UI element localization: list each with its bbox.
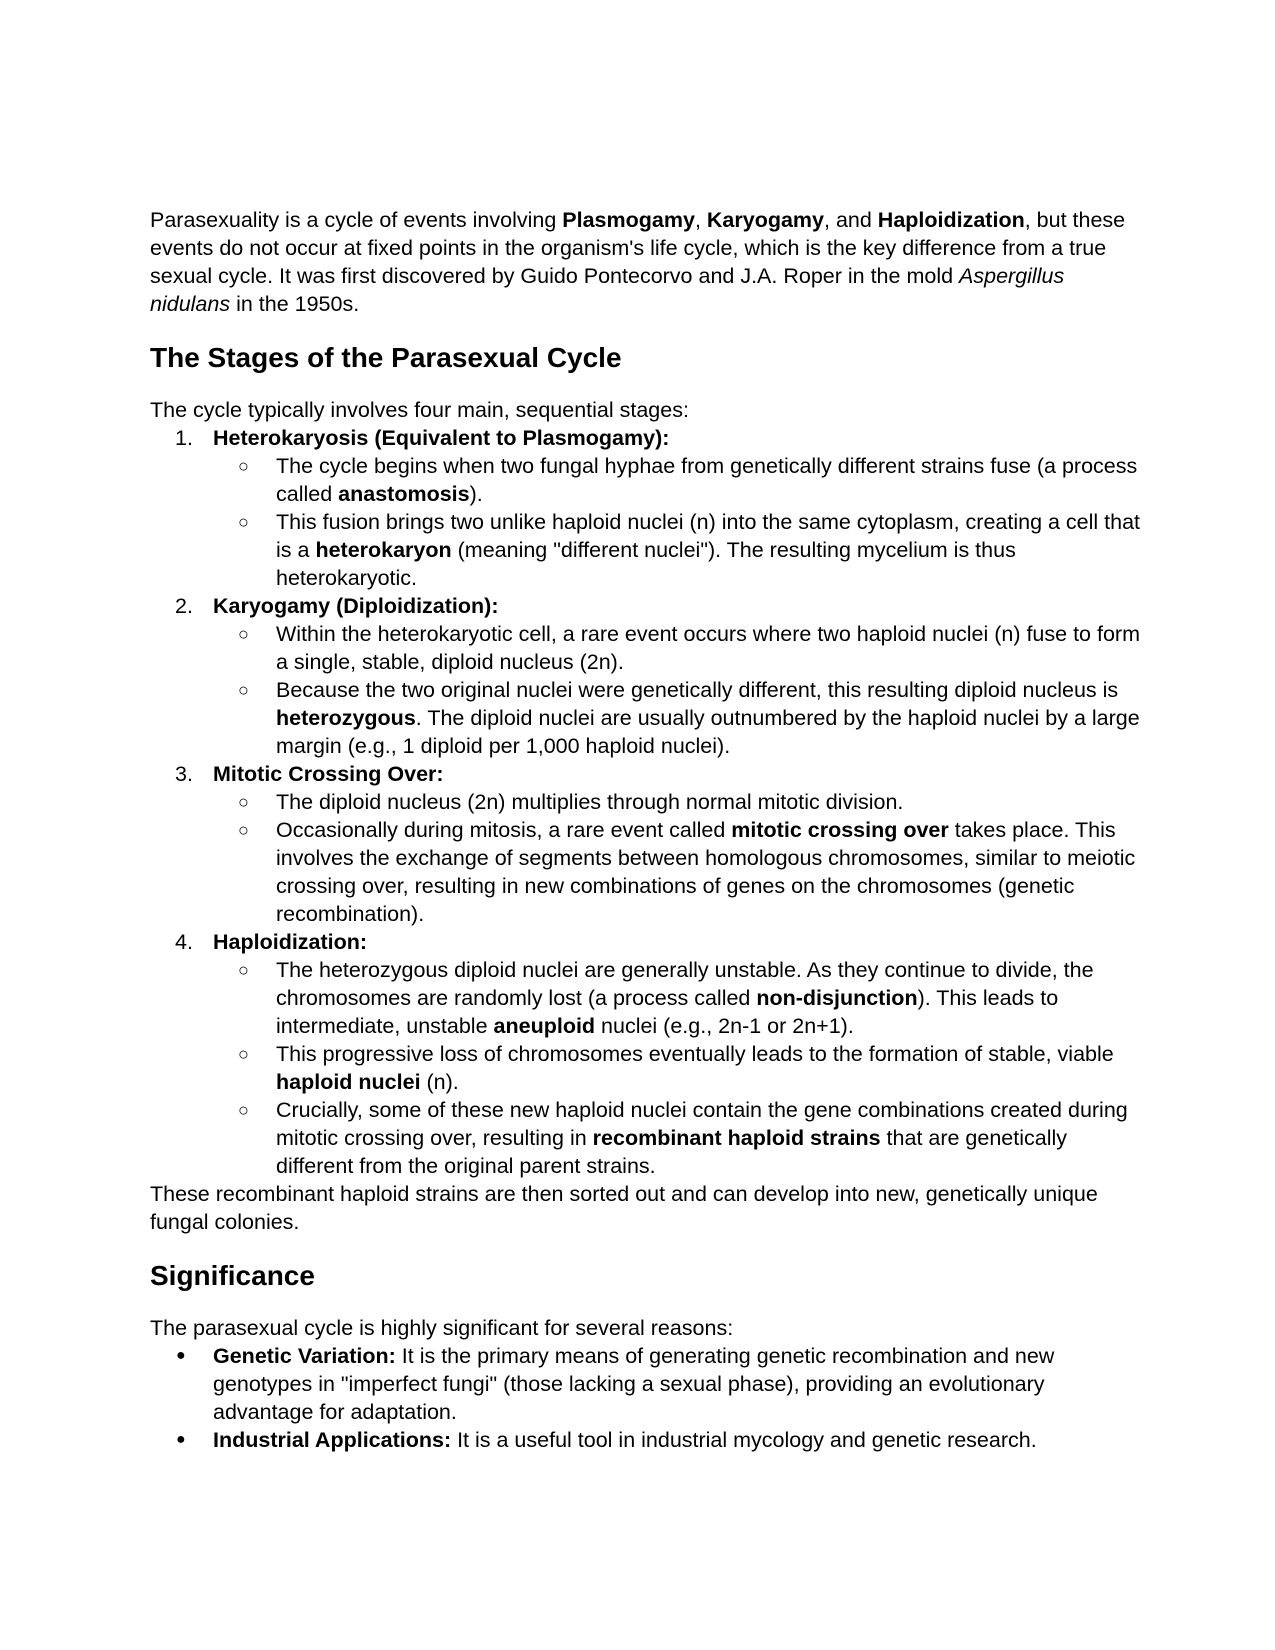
stages-outro: These recombinant haploid strains are then sorted out and can develop into new, genetically unique fungal colonies. <box>150 1182 1098 1234</box>
stage-number: 2. <box>175 594 193 618</box>
hollow-circle-bullet-icon: ○ <box>238 1044 249 1064</box>
stage-bullets <box>213 788 1150 928</box>
stage-bullet: ○ Crucially, some of these new haploid nuclei contain the gene combinations created during mitotic crossing over, resulting in recombinant haploid strains that are genetically different from the original parent strains. <box>238 1098 1128 1178</box>
stage-title: Mitotic Crossing Over: <box>213 762 444 786</box>
stages-intro: The cycle typically involves four main, sequential stages: <box>150 398 689 422</box>
hollow-circle-bullet-icon: ○ <box>238 792 249 812</box>
filled-circle-bullet-icon: ● <box>176 1347 186 1364</box>
stage-bullet: ○ The cycle begins when two fungal hyphae from genetically different strains fuse (a process called anastomosis). <box>238 454 1138 506</box>
stage-bullet: ○ The diploid nucleus (2n) multiplies through normal mitotic division. <box>238 790 904 814</box>
stages-heading: The Stages of the Parasexual Cycle <box>150 342 622 373</box>
stage-bullet: ○ Occasionally during mitosis, a rare event called mitotic crossing over takes place. This involves the exchange of segments between homologous chromosomes, similar to meiotic crossing over, resulting in new combinations of genes on the chromosomes (genetic recombination). <box>238 818 1136 926</box>
stage-bullets <box>213 620 1150 760</box>
significance-heading: Significance <box>150 1260 315 1291</box>
hollow-circle-bullet-icon: ○ <box>238 680 249 700</box>
stage-item <box>150 760 1150 928</box>
stage-title: Haploidization: <box>213 930 368 954</box>
stage-title: Heterokaryosis (Equivalent to Plasmogamy): <box>213 426 670 450</box>
stage-bullet: ○ This progressive loss of chromosomes eventually leads to the formation of stable, viable haploid nuclei (n). <box>238 1042 1114 1094</box>
stage-number: 3. <box>175 762 193 786</box>
filled-circle-bullet-icon: ● <box>176 1431 186 1448</box>
stage-number: 4. <box>175 930 193 954</box>
stage-number: 1. <box>175 426 193 450</box>
significance-list <box>150 1342 1150 1454</box>
significance-intro: The parasexual cycle is highly significant for several reasons: <box>150 1316 734 1340</box>
hollow-circle-bullet-icon: ○ <box>238 456 249 476</box>
stage-bullets <box>213 452 1150 592</box>
stage-bullet: ○ Within the heterokaryotic cell, a rare event occurs where two haploid nuclei (n) fuse to form a single, stable, diploid nucleus (2n). <box>238 622 1140 674</box>
stage-bullet: ○ Because the two original nuclei were genetically different, this resulting diploid nucleus is heterozygous. The diploid nuclei are usually outnumbered by the haploid nuclei by a large margin (e.g., 1 diploid per 1,000 haploid nuclei). <box>238 678 1140 758</box>
stage-bullet: ○ The heterozygous diploid nuclei are generally unstable. As they continue to divide, the chromosomes are randomly lost (a process called non-disjunction). This leads to intermediate, unstable aneuploid nuclei (e.g., 2n-1 or 2n+1). <box>238 958 1094 1038</box>
hollow-circle-bullet-icon: ○ <box>238 1100 249 1120</box>
document-page <box>150 206 1150 1454</box>
stage-item <box>150 424 1150 592</box>
hollow-circle-bullet-icon: ○ <box>238 624 249 644</box>
stages-list <box>150 424 1150 1180</box>
hollow-circle-bullet-icon: ○ <box>238 960 249 980</box>
stage-item <box>150 592 1150 760</box>
significance-item: ● Industrial Applications: It is a useful tool in industrial mycology and genetic research. <box>176 1428 1037 1452</box>
intro-paragraph: Parasexuality is a cycle of events involving Plasmogamy, Karyogamy, and Haploidization, but these events do not occur at fixed points in the organism's life cycle, which is the key difference from a true sexual cycle. It was first discovered by Guido Pontecorvo and J.A. Roper in the mold Aspergillus nidulans in the 1950s. <box>150 208 1126 316</box>
significance-item: ● Genetic Variation: It is the primary means of generating genetic recombination and new genotypes in "imperfect fungi" (those lacking a sexual phase), providing an evolutionary advantage for adaptation. <box>176 1344 1055 1424</box>
hollow-circle-bullet-icon: ○ <box>238 512 249 532</box>
stage-bullet: ○ This fusion brings two unlike haploid nuclei (n) into the same cytoplasm, creating a cell that is a heterokaryon (meaning "different nuclei"). The resulting mycelium is thus heterokaryotic. <box>238 510 1141 590</box>
stage-title: Karyogamy (Diploidization): <box>213 594 499 618</box>
stage-item <box>150 928 1150 1180</box>
stage-bullets <box>213 956 1150 1180</box>
hollow-circle-bullet-icon: ○ <box>238 820 249 840</box>
